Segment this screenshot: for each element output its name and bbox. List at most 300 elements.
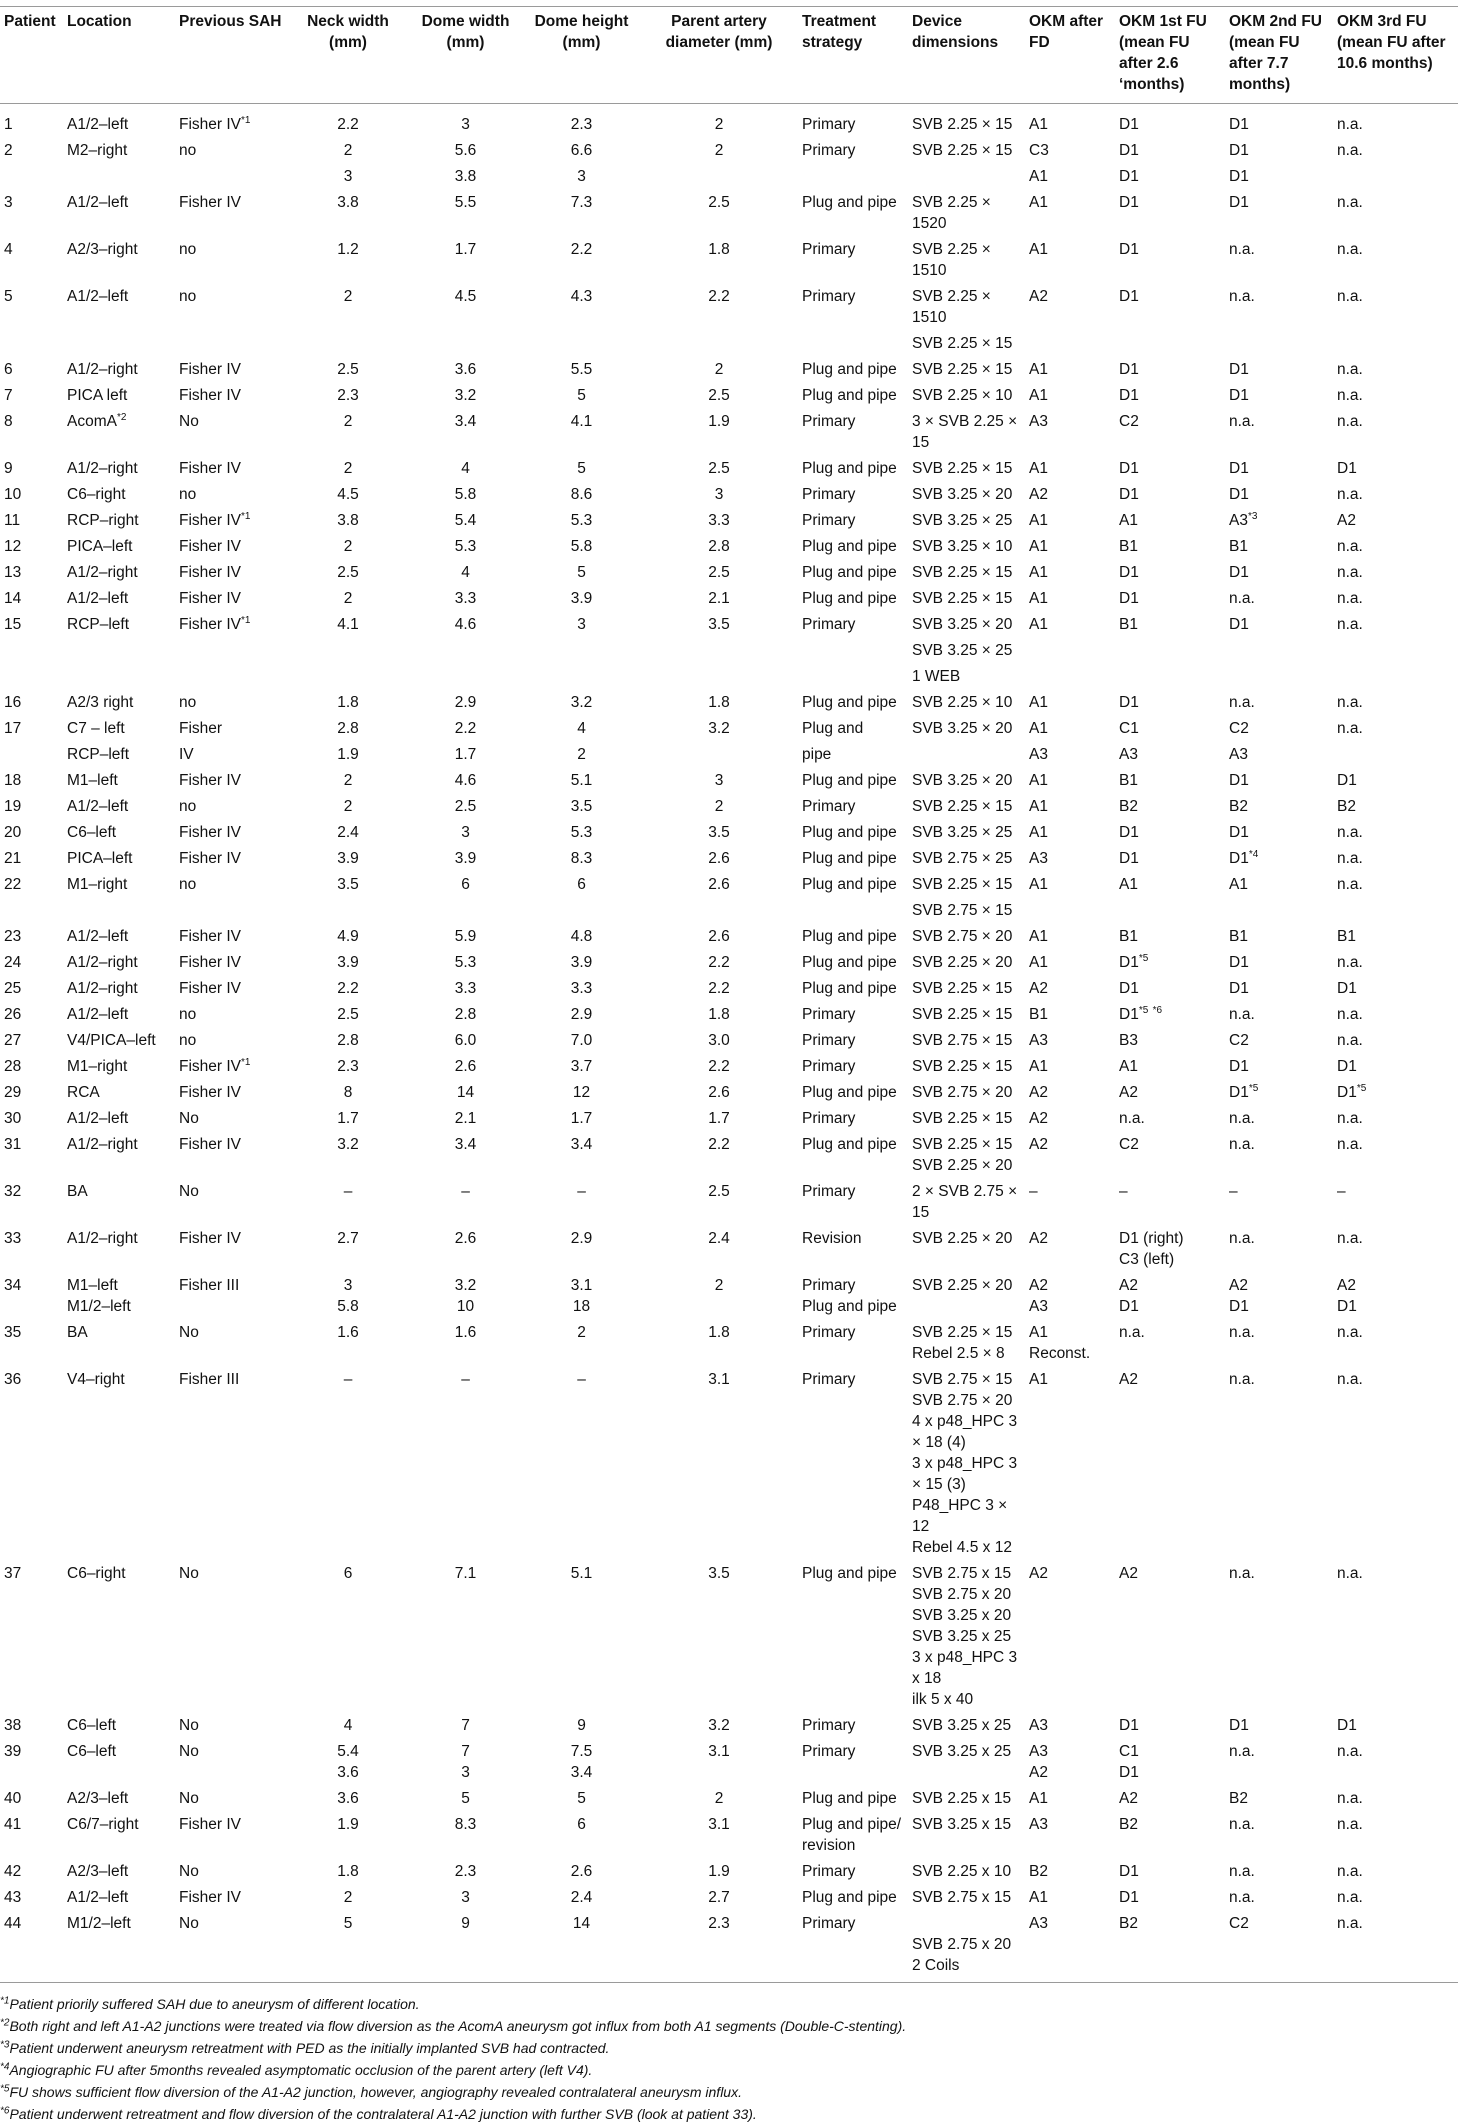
cell-previous-sah: Fisher IV$^{*1}$ bbox=[179, 614, 251, 633]
footnote: $^{*3}$Patient underwent aneurysm retreatment with PED as the initially implanted SVB had contracted. bbox=[0, 2039, 610, 2056]
cell-neck-width: 3.5 bbox=[337, 876, 359, 893]
cell-okm-2nd-fu: D1$^{*5}$ bbox=[1229, 1082, 1259, 1101]
cell-dome-height: 2 bbox=[577, 1324, 586, 1341]
cell-okm-3rd-fu: n.a. bbox=[1337, 616, 1363, 633]
cell-okm-after-fd: A3 bbox=[1025, 1908, 1115, 1983]
cell-okm-after-fd: A1 Reconst. bbox=[1029, 1324, 1091, 1362]
cell-okm-2nd-fu: D1 bbox=[1229, 194, 1249, 211]
cell-dome-height: 5.3 bbox=[570, 824, 593, 841]
cell-previous-sah: Fisher III bbox=[179, 1371, 240, 1388]
cell-device-dimensions: SVB 2.25 × 1510 bbox=[912, 288, 991, 326]
cell-location: BA bbox=[67, 1324, 88, 1341]
cell-okm-3rd-fu: n.a. bbox=[1337, 954, 1363, 971]
cell-location: M2–right bbox=[67, 142, 128, 159]
cell-treatment-strategy: Primary bbox=[802, 1717, 856, 1734]
table-row bbox=[0, 843, 1458, 869]
cell-previous-sah bbox=[175, 161, 288, 187]
cell-parent-artery-diameter: 2.6 bbox=[708, 1084, 730, 1101]
cell-parent-artery-diameter: 2.4 bbox=[708, 1230, 730, 1247]
cell-previous-sah: Fisher IV bbox=[179, 361, 242, 378]
cell-neck-width: 2.5 bbox=[337, 361, 359, 378]
cell-location: A1/2–right bbox=[67, 1230, 138, 1247]
cell-patient: 26 bbox=[4, 1006, 22, 1023]
cell-neck-width: 3 5.8 bbox=[337, 1277, 359, 1315]
cell-okm-2nd-fu: C2 bbox=[1229, 720, 1249, 737]
cell-parent-artery-diameter: 3.5 bbox=[708, 824, 730, 841]
cell-okm-3rd-fu: n.a. bbox=[1337, 564, 1363, 581]
cell-dome-width: 7.1 bbox=[454, 1565, 477, 1582]
cell-device-dimensions: SVB 2.25 × 20 bbox=[912, 1277, 1013, 1294]
cell-dome-width: 4.6 bbox=[454, 616, 477, 633]
cell-okm-after-fd: A2 bbox=[1029, 1136, 1048, 1153]
cell-patient: 15 bbox=[4, 616, 22, 633]
cell-device-dimensions: SVB 2.25 x 10 bbox=[912, 1863, 1012, 1880]
cell-parent-artery-diameter: 2.2 bbox=[708, 288, 730, 305]
cell-okm-1st-fu bbox=[1115, 661, 1225, 687]
table-row bbox=[0, 713, 1458, 739]
cell-dome-height: 5 bbox=[577, 1790, 586, 1807]
cell-previous-sah: No bbox=[179, 1790, 199, 1807]
cell-location: A1/2–right bbox=[67, 564, 138, 581]
cell-previous-sah bbox=[175, 661, 288, 687]
cell-parent-artery-diameter: 1.9 bbox=[708, 1863, 730, 1880]
cell-okm-after-fd: A1 bbox=[1029, 116, 1048, 133]
cell-parent-artery-diameter: 2.6 bbox=[708, 876, 730, 893]
cell-neck-width: 3.8 bbox=[337, 194, 359, 211]
col-dome-width: Dome width (mm) bbox=[408, 7, 523, 104]
cell-okm-2nd-fu: n.a. bbox=[1229, 1889, 1255, 1906]
cell-okm-2nd-fu: D1 bbox=[1229, 486, 1249, 503]
cell-treatment-strategy: Plug and pipe bbox=[802, 1790, 897, 1807]
cell-patient: 24 bbox=[4, 954, 22, 971]
cell-okm-2nd-fu: n.a. bbox=[1229, 1230, 1255, 1247]
cell-okm-2nd-fu: B2 bbox=[1229, 1790, 1248, 1807]
cell-okm-3rd-fu: n.a. bbox=[1337, 486, 1363, 503]
table-row bbox=[0, 479, 1458, 505]
cell-parent-artery-diameter: 2 bbox=[714, 142, 724, 159]
cell-okm-1st-fu: D1$^{*5}$ $^{*6}$ bbox=[1119, 1004, 1163, 1023]
cell-treatment-strategy: Primary bbox=[802, 798, 856, 815]
cell-patient: 40 bbox=[4, 1790, 22, 1807]
cell-parent-artery-diameter: 2.5 bbox=[708, 460, 730, 477]
cell-location: A1/2–left bbox=[67, 288, 129, 305]
cell-okm-1st-fu: D1 bbox=[1119, 850, 1139, 867]
cell-previous-sah: no bbox=[179, 142, 197, 159]
table-row bbox=[0, 1077, 1458, 1103]
cell-okm-1st-fu: B1 bbox=[1119, 538, 1138, 555]
cell-okm-after-fd: A1 bbox=[1029, 1889, 1048, 1906]
cell-dome-width: 7 bbox=[461, 1717, 470, 1734]
cell-okm-1st-fu: B2 bbox=[1119, 798, 1138, 815]
cell-location: A1/2–left bbox=[67, 590, 129, 607]
cell-dome-width: 3.2 bbox=[454, 387, 477, 404]
cell-okm-1st-fu: B1 bbox=[1119, 928, 1138, 945]
cell-location bbox=[63, 661, 175, 687]
cell-okm-after-fd: A1 bbox=[1029, 460, 1048, 477]
cell-neck-width: 2 bbox=[343, 288, 353, 305]
table-row bbox=[0, 135, 1458, 161]
cell-parent-artery-diameter: 2.1 bbox=[708, 590, 730, 607]
cell-location: V4/PICA–left bbox=[67, 1032, 156, 1049]
cell-dome-width: 14 bbox=[456, 1084, 475, 1101]
cell-neck-width: 2 bbox=[343, 798, 353, 815]
cell-parent-artery-diameter: 2.2 bbox=[708, 980, 730, 997]
cell-device-dimensions: SVB 2.25 × 20 bbox=[912, 1230, 1013, 1247]
cell-patient: 4 bbox=[4, 241, 13, 258]
cell-neck-width: 2.2 bbox=[337, 980, 359, 997]
cell-dome-width: 1.7 bbox=[454, 746, 477, 763]
cell-dome-width: 3.6 bbox=[454, 361, 477, 378]
cell-dome-height: 12 bbox=[572, 1084, 591, 1101]
cell-okm-3rd-fu: n.a. bbox=[1337, 1371, 1363, 1388]
cell-okm-1st-fu: B1 bbox=[1119, 772, 1138, 789]
cell-patient: 2 bbox=[4, 142, 13, 159]
cell-okm-3rd-fu bbox=[1333, 161, 1458, 187]
cell-dome-width: 3 bbox=[461, 116, 470, 133]
cell-treatment-strategy: Primary bbox=[802, 1006, 856, 1023]
cell-okm-1st-fu: D1 bbox=[1119, 694, 1139, 711]
cell-okm-3rd-fu: D1 bbox=[1337, 1717, 1357, 1734]
cell-okm-3rd-fu: n.a. bbox=[1337, 413, 1363, 430]
table-row bbox=[0, 1736, 1458, 1783]
cell-parent-artery-diameter: 3.1 bbox=[708, 1816, 730, 1833]
cell-device-dimensions: SVB 2.25 × 15 bbox=[912, 798, 1013, 815]
cell-neck-width: 2.8 bbox=[337, 720, 359, 737]
cell-dome-height: 5 bbox=[577, 564, 586, 581]
cell-previous-sah: Fisher IV$^{*1}$ bbox=[179, 114, 251, 133]
cell-patient: 27 bbox=[4, 1032, 22, 1049]
table-row bbox=[0, 1809, 1458, 1856]
cell-device-dimensions: SVB 2.75 × 25 bbox=[912, 850, 1013, 867]
cell-dome-width: 3.9 bbox=[454, 850, 477, 867]
table-row bbox=[0, 687, 1458, 713]
cell-treatment-strategy: Plug and pipe bbox=[802, 1565, 897, 1582]
cell-device-dimensions: SVB 2.25 × 15 bbox=[912, 361, 1013, 378]
cell-neck-width: 1.8 bbox=[337, 1863, 359, 1880]
cell-location: C6–left bbox=[67, 1717, 117, 1734]
cell-okm-3rd-fu: n.a. bbox=[1337, 1230, 1363, 1247]
cell-treatment-strategy: Plug and pipe/ revision bbox=[802, 1816, 902, 1854]
cell-location: RCA bbox=[67, 1084, 100, 1101]
cell-neck-width: 2.5 bbox=[337, 1006, 359, 1023]
cell-dome-width: 8.3 bbox=[454, 1816, 477, 1833]
cell-device-dimensions: SVB 2.25 × 15 bbox=[912, 1110, 1013, 1127]
cell-parent-artery-diameter: 3.1 bbox=[708, 1743, 730, 1760]
cell-neck-width: 2 bbox=[343, 538, 353, 555]
cell-parent-artery-diameter: 2.2 bbox=[708, 1136, 730, 1153]
cell-location: RCP–right bbox=[67, 512, 139, 529]
cell-device-dimensions: SVB 2.75 × 15 bbox=[912, 1032, 1013, 1049]
cell-okm-2nd-fu: D1 bbox=[1229, 824, 1249, 841]
cell-patient: 5 bbox=[4, 288, 13, 305]
cell-okm-1st-fu: D1 bbox=[1119, 241, 1139, 258]
cell-dome-height: 4.3 bbox=[570, 288, 593, 305]
cell-device-dimensions: SVB 2.75 × 20 bbox=[912, 928, 1013, 945]
cell-okm-after-fd: A1 bbox=[1029, 564, 1048, 581]
cell-dome-height: – bbox=[577, 1371, 586, 1388]
cell-okm-2nd-fu: D1 bbox=[1229, 142, 1249, 159]
cell-patient: 31 bbox=[4, 1136, 22, 1153]
cell-device-dimensions: 2 × SVB 2.75 × 15 bbox=[912, 1183, 1018, 1221]
cell-device-dimensions: SVB 3.25 × 25 bbox=[912, 512, 1013, 529]
cell-dome-height: 2.2 bbox=[570, 241, 593, 258]
cell-okm-3rd-fu: n.a. bbox=[1337, 694, 1363, 711]
cell-okm-after-fd: C3 bbox=[1029, 142, 1049, 159]
header-row bbox=[0, 7, 1458, 104]
cell-neck-width: 4.9 bbox=[337, 928, 359, 945]
cell-neck-width: 1.9 bbox=[337, 746, 359, 763]
cell-dome-height: 8.6 bbox=[570, 486, 593, 503]
cell-dome-width: 2.2 bbox=[454, 720, 477, 737]
cell-okm-1st-fu: A1 bbox=[1119, 876, 1138, 893]
cell-treatment-strategy: Primary bbox=[802, 288, 856, 305]
cell-okm-3rd-fu: n.a. bbox=[1337, 850, 1363, 867]
cell-patient: 17 bbox=[4, 720, 22, 737]
table-header bbox=[0, 7, 1458, 104]
cell-location: A1/2–left bbox=[67, 116, 129, 133]
cell-okm-1st-fu: A2 D1 bbox=[1119, 1277, 1139, 1315]
cell-dome-height bbox=[523, 635, 640, 661]
cell-location: A1/2–left bbox=[67, 798, 129, 815]
cell-okm-3rd-fu: n.a. bbox=[1337, 1863, 1363, 1880]
cell-okm-1st-fu: C1 D1 bbox=[1119, 1743, 1139, 1781]
cell-okm-after-fd: A1 bbox=[1029, 194, 1048, 211]
cell-device-dimensions: SVB 2.25 × 15 bbox=[912, 590, 1013, 607]
cell-patient: 8 bbox=[4, 413, 13, 430]
cell-device-dimensions: SVB 2.25 × 20 bbox=[912, 954, 1013, 971]
cell-device-dimensions: SVB 3.25 × 20 bbox=[912, 616, 1013, 633]
cell-parent-artery-diameter: 2.2 bbox=[708, 954, 730, 971]
cell-neck-width: 4.5 bbox=[337, 486, 359, 503]
table-body bbox=[0, 104, 1458, 1983]
cell-patient: 22 bbox=[4, 876, 22, 893]
cell-patient: 1 bbox=[4, 116, 13, 133]
cell-okm-after-fd: A1 bbox=[1029, 241, 1048, 258]
cell-okm-3rd-fu: n.a. bbox=[1337, 876, 1363, 893]
cell-neck-width: 3.8 bbox=[337, 512, 359, 529]
cell-location: A1/2–right bbox=[67, 460, 138, 477]
cell-patient: 13 bbox=[4, 564, 22, 581]
footnote: $^{*6}$Patient underwent retreatment and flow diversion of the contralateral A1-A2 junction with further SVB (look at patient 33). bbox=[0, 2105, 757, 2122]
cell-location: PICA–left bbox=[67, 850, 133, 867]
cell-okm-after-fd: A1 bbox=[1029, 772, 1048, 789]
cell-neck-width: 4.1 bbox=[337, 616, 359, 633]
cell-neck-width: 2 bbox=[343, 590, 353, 607]
cell-treatment-strategy: Primary bbox=[802, 1371, 856, 1388]
cell-patient: 33 bbox=[4, 1230, 22, 1247]
cell-okm-2nd-fu: n.a. bbox=[1229, 1565, 1255, 1582]
cell-okm-1st-fu: n.a. bbox=[1119, 1110, 1145, 1127]
cell-location: A1/2–right bbox=[67, 980, 138, 997]
cell-okm-1st-fu: B2 bbox=[1115, 1908, 1225, 1983]
cell-previous-sah: no bbox=[179, 241, 197, 258]
cell-parent-artery-diameter: 2.8 bbox=[708, 538, 730, 555]
cell-neck-width: 3.9 bbox=[337, 850, 359, 867]
cell-patient: 38 bbox=[4, 1717, 22, 1734]
cell-patient: 36 bbox=[4, 1371, 22, 1388]
cell-dome-height: 7.3 bbox=[570, 194, 593, 211]
cell-okm-2nd-fu: D1 bbox=[1229, 564, 1249, 581]
cell-parent-artery-diameter: 2 bbox=[714, 116, 724, 133]
cell-treatment-strategy: Primary bbox=[802, 142, 856, 159]
cell-treatment-strategy: Plug and pipe bbox=[802, 772, 897, 789]
cell-okm-3rd-fu: D1 bbox=[1337, 772, 1357, 789]
cell-dome-width: 2.5 bbox=[454, 798, 477, 815]
cell-okm-3rd-fu: n.a. bbox=[1337, 1790, 1363, 1807]
cell-dome-height: – bbox=[577, 1183, 586, 1200]
cell-dome-width: 5.3 bbox=[454, 538, 477, 555]
cell-dome-height: 2.4 bbox=[570, 1889, 593, 1906]
col-okm-1st-fu: OKM 1st FU (mean FU after 2.6 ‘months) bbox=[1115, 7, 1225, 104]
cell-dome-width: 3.4 bbox=[454, 1136, 477, 1153]
cell-neck-width: 3 bbox=[343, 168, 353, 185]
cell-device-dimensions: 3 × SVB 2.25 × 15 bbox=[912, 413, 1018, 451]
cell-okm-3rd-fu: n.a. bbox=[1337, 1565, 1363, 1582]
cell-okm-1st-fu: D1 bbox=[1119, 288, 1139, 305]
table-row bbox=[0, 1710, 1458, 1736]
cell-dome-width: 5 bbox=[461, 1790, 470, 1807]
col-okm-after-fd: OKM after FD bbox=[1025, 7, 1115, 104]
cell-okm-after-fd bbox=[1025, 635, 1115, 661]
cell-treatment-strategy: Primary bbox=[802, 512, 856, 529]
cell-dome-width: 3 bbox=[461, 1889, 470, 1906]
cell-okm-2nd-fu: B2 bbox=[1229, 798, 1248, 815]
cell-neck-width: – bbox=[343, 1183, 353, 1200]
cell-parent-artery-diameter: 2.5 bbox=[708, 564, 730, 581]
cell-okm-2nd-fu: B1 bbox=[1229, 538, 1248, 555]
col-neck-width: Neck width (mm) bbox=[288, 7, 408, 104]
cell-location: A1/2–left bbox=[67, 194, 129, 211]
cell-device-dimensions: SVB 3.25 × 20 bbox=[912, 486, 1013, 503]
cell-okm-1st-fu: A2 bbox=[1119, 1371, 1138, 1388]
cell-previous-sah: No bbox=[179, 1183, 199, 1200]
cell-device-dimensions: SVB 3.25 × 20 bbox=[912, 772, 1013, 789]
cell-dome-width: 4.6 bbox=[454, 772, 477, 789]
cell-okm-2nd-fu: n.a. bbox=[1229, 694, 1255, 711]
cell-location: A1/2–left bbox=[67, 928, 129, 945]
cell-previous-sah: Fisher IV bbox=[179, 954, 242, 971]
cell-treatment-strategy: Plug and pipe bbox=[802, 928, 897, 945]
cell-patient: 6 bbox=[4, 361, 13, 378]
cell-treatment-strategy: Plug and pipe bbox=[802, 954, 897, 971]
cell-okm-2nd-fu: A3 bbox=[1229, 746, 1248, 763]
cell-device-dimensions: SVB 3.25 × 10 bbox=[912, 538, 1013, 555]
cell-parent-artery-diameter: 1.9 bbox=[708, 413, 730, 430]
cell-dome-width: 4 bbox=[461, 460, 470, 477]
cell-dome-height: 5.5 bbox=[570, 361, 593, 378]
cell-dome-height: 3.2 bbox=[570, 694, 593, 711]
cell-parent-artery-diameter: 1.8 bbox=[708, 241, 730, 258]
cell-okm-2nd-fu: n.a. bbox=[1229, 1006, 1255, 1023]
cell-dome-height bbox=[523, 661, 640, 687]
table-row bbox=[0, 635, 1458, 661]
col-previous-sah: Previous SAH bbox=[175, 7, 288, 104]
cell-treatment-strategy: Plug and pipe bbox=[802, 694, 897, 711]
cell-okm-1st-fu: A2 bbox=[1119, 1790, 1138, 1807]
cell-parent-artery-diameter: 3.5 bbox=[708, 1565, 730, 1582]
cell-treatment-strategy: Plug and pipe bbox=[802, 824, 897, 841]
cell-treatment-strategy: Primary bbox=[802, 1110, 856, 1127]
cell-okm-3rd-fu: A2 bbox=[1337, 512, 1356, 529]
cell-okm-1st-fu: C2 bbox=[1119, 1136, 1139, 1153]
cell-okm-3rd-fu: B2 bbox=[1337, 798, 1356, 815]
col-parent-artery-diameter: Parent artery diameter (mm) bbox=[640, 7, 798, 104]
cell-okm-3rd-fu: B1 bbox=[1337, 928, 1356, 945]
cell-okm-2nd-fu: D1 bbox=[1229, 387, 1249, 404]
cell-okm-after-fd bbox=[1025, 661, 1115, 687]
cell-neck-width: 1.6 bbox=[337, 1324, 359, 1341]
cell-neck-width: 1.2 bbox=[337, 241, 359, 258]
cell-dome-height: 6 bbox=[577, 1816, 586, 1833]
cell-previous-sah: Fisher IV bbox=[179, 194, 242, 211]
cell-parent-artery-diameter: 3.2 bbox=[708, 720, 730, 737]
cell-parent-artery-diameter: 2.2 bbox=[708, 1058, 730, 1075]
cell-okm-1st-fu: D1 bbox=[1119, 168, 1139, 185]
cell-okm-1st-fu: D1 bbox=[1119, 486, 1139, 503]
cell-okm-after-fd: A1 bbox=[1029, 616, 1048, 633]
table-row bbox=[0, 817, 1458, 843]
cell-patient: 39 bbox=[4, 1743, 22, 1760]
cell-dome-height: 2.9 bbox=[570, 1006, 593, 1023]
cell-previous-sah: No bbox=[175, 1908, 288, 1983]
cell-previous-sah: no bbox=[179, 486, 197, 503]
cell-dome-height: 8.3 bbox=[570, 850, 593, 867]
cell-okm-2nd-fu: D1 bbox=[1229, 772, 1249, 789]
cell-dome-width: 5.6 bbox=[454, 142, 477, 159]
cell-okm-after-fd: A3 bbox=[1029, 1717, 1048, 1734]
cell-device-dimensions: SVB 2.25 × 10 bbox=[912, 694, 1013, 711]
cell-dome-width: 5.9 bbox=[454, 928, 477, 945]
cell-previous-sah: Fisher IV$^{*1}$ bbox=[179, 510, 251, 529]
table-row bbox=[0, 380, 1458, 406]
cell-device-dimensions: SVB 3.25 × 25 bbox=[912, 642, 1013, 659]
cell-dome-width: 2.9 bbox=[454, 694, 477, 711]
cell-dome-width: 1.6 bbox=[454, 1324, 477, 1341]
table-row bbox=[0, 104, 1458, 136]
cell-okm-after-fd: A2 bbox=[1029, 980, 1048, 997]
table-row bbox=[0, 406, 1458, 453]
cell-device-dimensions: SVB 2.25 × 15 bbox=[912, 876, 1013, 893]
cell-device-dimensions: SVB 2.25 × 15 Rebel 2.5 × 8 bbox=[912, 1324, 1013, 1362]
cell-okm-after-fd: A1 bbox=[1029, 798, 1048, 815]
cell-okm-after-fd: B1 bbox=[1029, 1006, 1048, 1023]
cell-patient: 18 bbox=[4, 772, 22, 789]
cell-okm-3rd-fu: n.a. bbox=[1337, 1032, 1363, 1049]
cell-parent-artery-diameter bbox=[640, 328, 798, 354]
cell-treatment-strategy: Plug and pipe bbox=[802, 1084, 897, 1101]
cell-okm-3rd-fu: n.a. bbox=[1337, 1110, 1363, 1127]
cell-okm-1st-fu: D1 bbox=[1119, 194, 1139, 211]
cell-treatment-strategy: Plug and pipe bbox=[802, 387, 897, 404]
cell-okm-3rd-fu: n.a. bbox=[1337, 194, 1363, 211]
cell-okm-2nd-fu: D1 bbox=[1229, 460, 1249, 477]
cell-patient bbox=[0, 661, 63, 687]
table-row bbox=[0, 505, 1458, 531]
cell-okm-2nd-fu: D1 bbox=[1229, 980, 1249, 997]
cell-location: M1–right bbox=[67, 1058, 128, 1075]
cell-dome-height: 6.6 bbox=[570, 142, 593, 159]
cell-dome-width: – bbox=[461, 1371, 470, 1388]
cell-okm-3rd-fu: n.a. bbox=[1337, 387, 1363, 404]
cell-dome-height: 3.4 bbox=[570, 1136, 593, 1153]
cell-treatment-strategy: Plug and pipe bbox=[802, 590, 897, 607]
cell-treatment-strategy: Primary bbox=[798, 1908, 908, 1983]
cell-okm-after-fd: A1 bbox=[1029, 387, 1048, 404]
cell-patient: 25 bbox=[4, 980, 22, 997]
cell-location bbox=[63, 161, 175, 187]
cell-okm-3rd-fu bbox=[1333, 635, 1458, 661]
cell-okm-2nd-fu: D1 bbox=[1229, 361, 1249, 378]
